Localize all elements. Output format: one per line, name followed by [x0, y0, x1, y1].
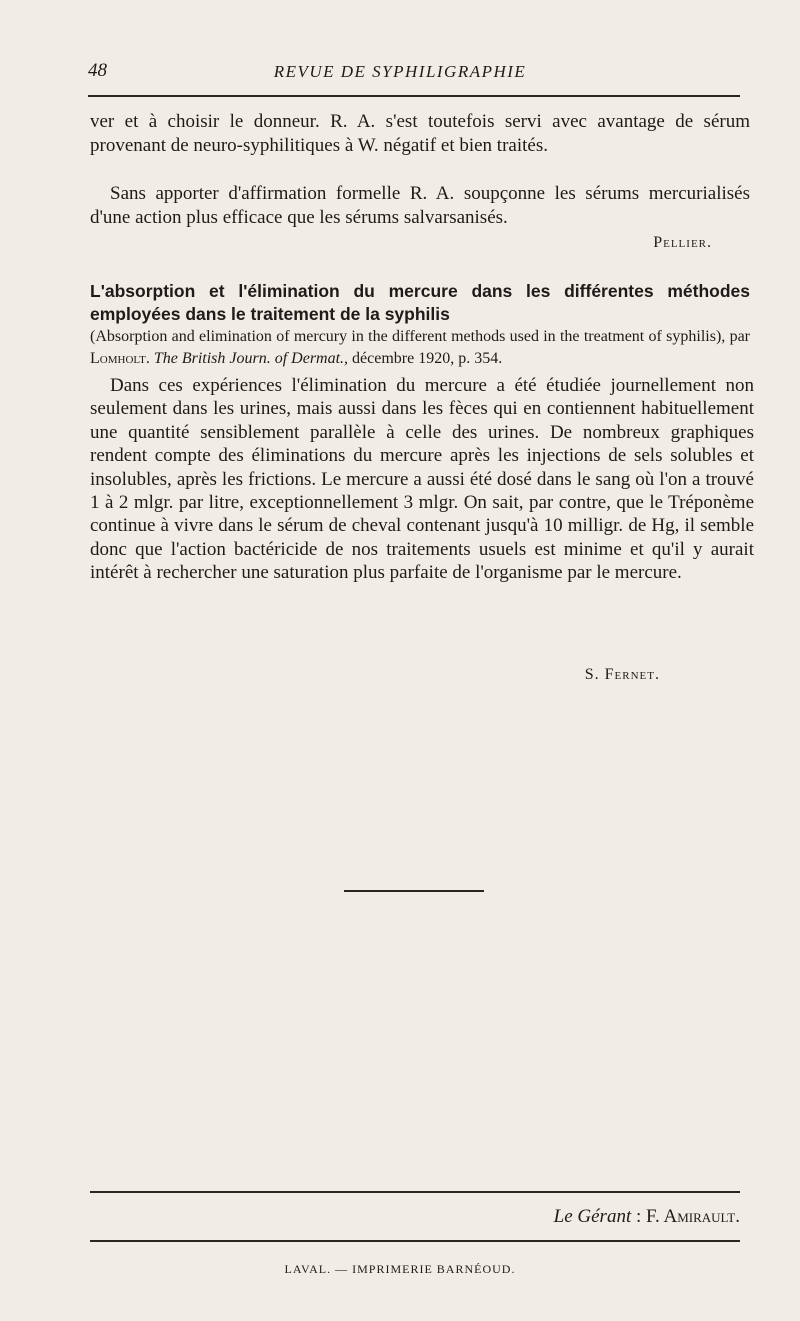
gerant-name: F. Amirault.	[646, 1206, 740, 1227]
printer-imprint: LAVAL. — IMPRIMERIE BARNÉOUD.	[284, 1262, 516, 1276]
article-citation	[90, 326, 750, 370]
journal-name: The British Journ. of Dermat.,	[153, 350, 349, 367]
gerant-separator: :	[631, 1206, 646, 1227]
gerant-label: Le Gérant	[553, 1206, 632, 1227]
previous-article-paragraph-end: ver et à choisir le donneur. R. A. s'est toutefois servi avec avantage de sérum provenant de neuro-syphilitiques à W. négatif et bien traités.	[90, 111, 750, 156]
article-title	[90, 280, 750, 326]
article-title-bold: L'absorption et l'élimination du mercure dans les différentes méthodes employées dans le traitement de la syphilis	[90, 281, 750, 324]
article-body: Dans ces expériences l'élimination du mercure a été étudiée journellement non seulement dans les urines, mais aussi dans les fèces qui en contiennent habituellement une quantité sensiblement parallèle à celle des urines. De nombreux graphiques rendent compte des éliminations du mercure après les injections de sels solubles et insolubles, après les frictions. Le mercure a aussi été dosé dans le sang où l'on a trouvé 1 à 2 mlgr. par litre, exceptionnellement 3 mlgr. On sait, par contre, que le Tréponème continue à vivre dans le sérum de cheval contenant jusqu'à 10 milligr. de Hg, il semble donc que l'action bactéricide de nos traitements usuels est minime et qu'il y aurait intérêt à rechercher une saturation plus parfaite de l'organisme par le mercure.	[90, 375, 754, 584]
footer-rule-top	[90, 1191, 740, 1193]
section-divider	[344, 890, 484, 892]
previous-article-paragraph-last: Sans apporter d'affirmation formelle R. A. soupçonne les sérums mercurialisés d'une action plus efficace que les sérums salvarsanisés.	[90, 183, 750, 228]
article-author: Lomholt.	[90, 350, 150, 367]
previous-article-signature: Pellier.	[653, 234, 712, 251]
english-title: (Absorption and elimination of mercury in the different methods used in the treatment of syphilis), par	[90, 328, 750, 345]
page-number: 48	[88, 60, 107, 81]
running-title: REVUE DE SYPHILIGRAPHIE	[273, 62, 527, 81]
article-signature: S. Fernet.	[584, 666, 660, 683]
header-rule	[88, 95, 740, 97]
citation-date: décembre 1920, p. 354.	[352, 350, 503, 367]
footer-rule-bottom	[90, 1240, 740, 1242]
gerant-line	[554, 1206, 740, 1228]
